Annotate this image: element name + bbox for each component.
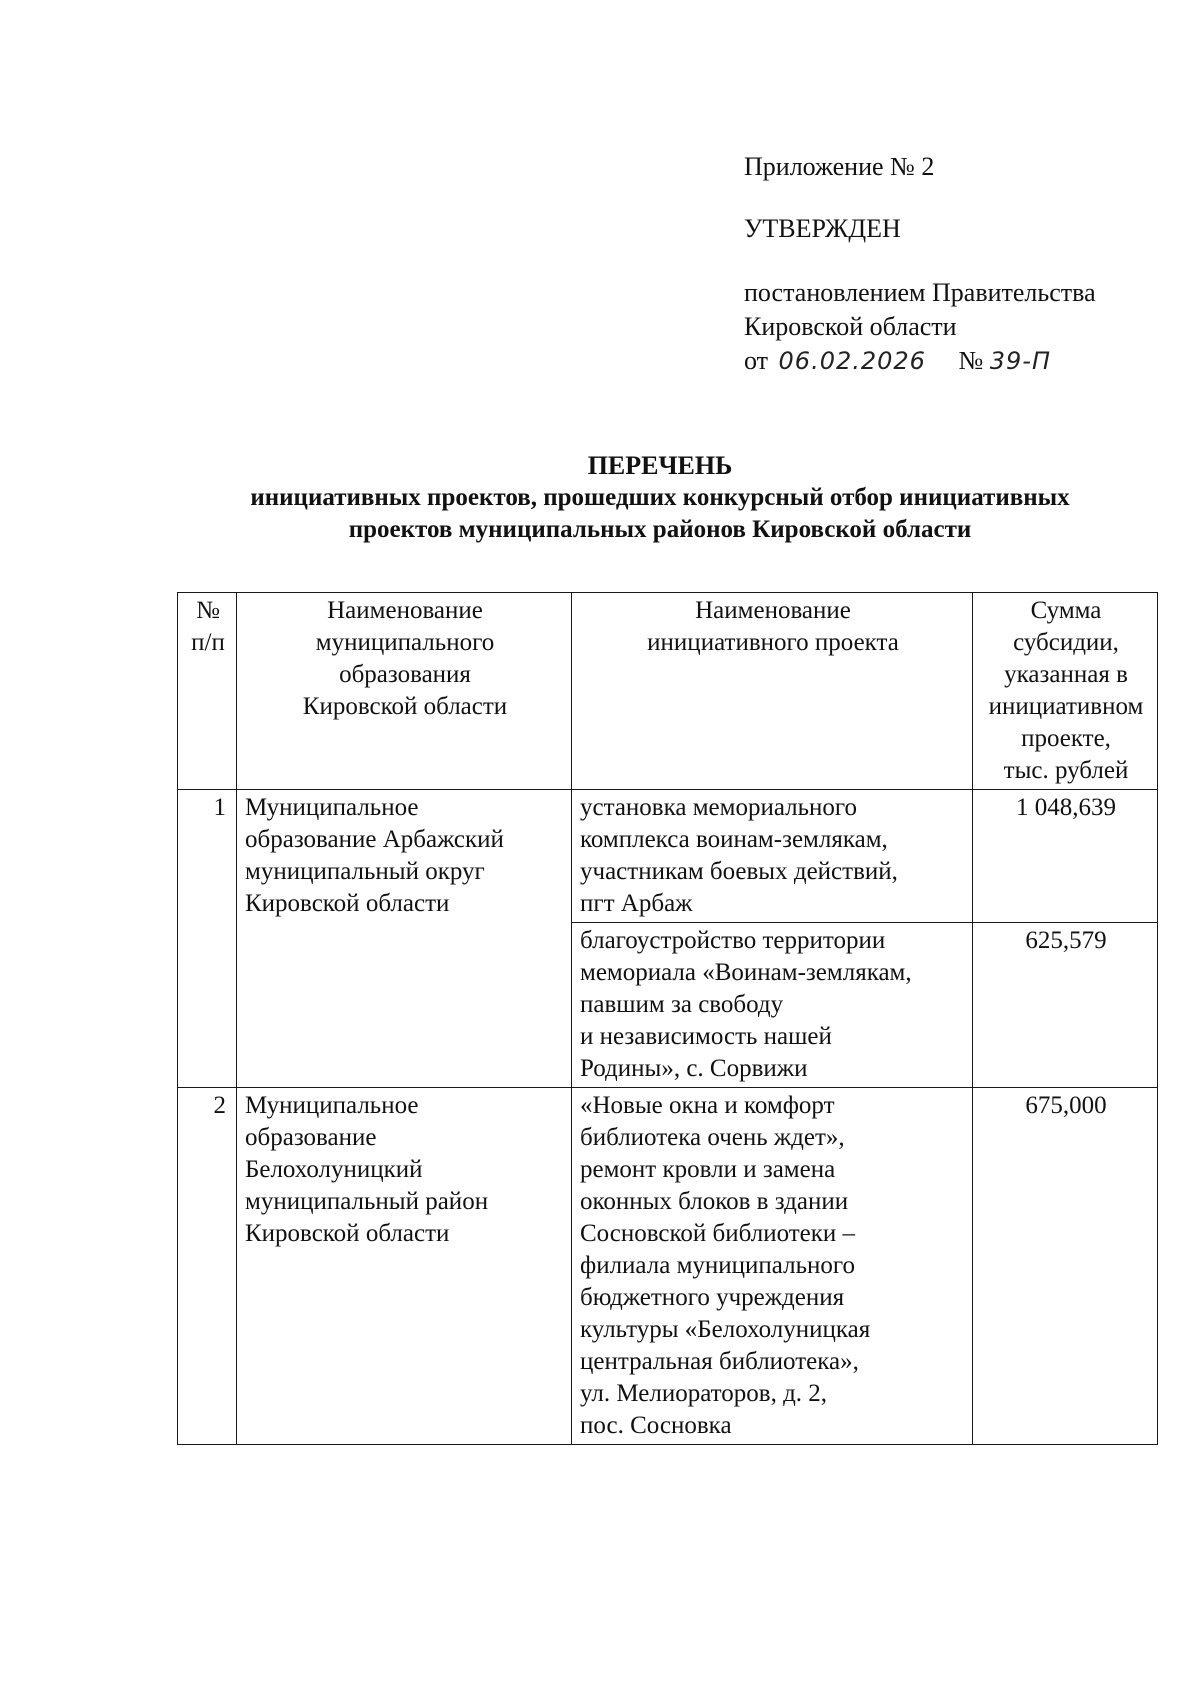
title-line-2: проектов муниципальных районов Кировской области [348,516,972,543]
table-header-row [178,593,1158,790]
decree-line-1: постановлением Правительства [744,278,1096,307]
row-num: 2 [178,1088,237,1445]
decree-date-line [744,344,1164,378]
document-title [160,450,1160,546]
approved-label: УТВЕРЖДЕН [744,214,901,243]
header-num: № п/п [178,593,237,790]
row-num: 1 [178,790,237,1088]
title-main: ПЕРЕЧЕНЬ [587,451,733,480]
handwritten-number: 39-П [989,347,1052,375]
project-cell: благоустройство территории мемориала «Воинам-землякам, павшим за свободу и независимость нашей Родины», с. Сорвижи [572,923,973,1088]
table-row [178,1088,1158,1445]
project-cell: «Новые окна и комфорт библиотека очень ждет», ремонт кровли и замена оконных блоков в здании Сосновской библиотеки – филиала муниципального бюджетного учреждения культуры «Белохолуницкая центральная библиотека», ул. Мелиораторов, д. 2, пос. Сосновка [572,1088,973,1445]
amount-cell: 1 048,639 [973,790,1158,923]
from-label: от [744,346,769,375]
project-cell: установка мемориального комплекса воинам-землякам, участникам боевых действий, пгт Арбаж [572,790,973,923]
appendix-label: Приложение № 2 [744,152,935,181]
municipality-cell: Муниципальное образование Арбажский муниципальный округ Кировской области [237,790,572,1088]
handwritten-date: 06.02.2026 [778,347,926,375]
header-municipality: Наименование муниципального образования Кировской области [237,593,572,790]
number-label: № [958,346,984,375]
amount-cell: 625,579 [973,923,1158,1088]
table-row [178,790,1158,923]
decree-line-2: Кировской области [744,312,957,341]
municipality-cell: Муниципальное образование Белохолуницкий муниципальный район Кировской области [237,1088,572,1445]
approval-block [744,150,1164,378]
amount-cell: 675,000 [973,1088,1158,1445]
projects-table [177,592,1158,1445]
header-project: Наименование инициативного проекта [572,593,973,790]
title-line-1: инициативных проектов, прошедших конкурсный отбор инициативных [250,484,1070,511]
header-amount: Сумма субсидии, указанная в инициативном проекте, тыс. рублей [973,593,1158,790]
